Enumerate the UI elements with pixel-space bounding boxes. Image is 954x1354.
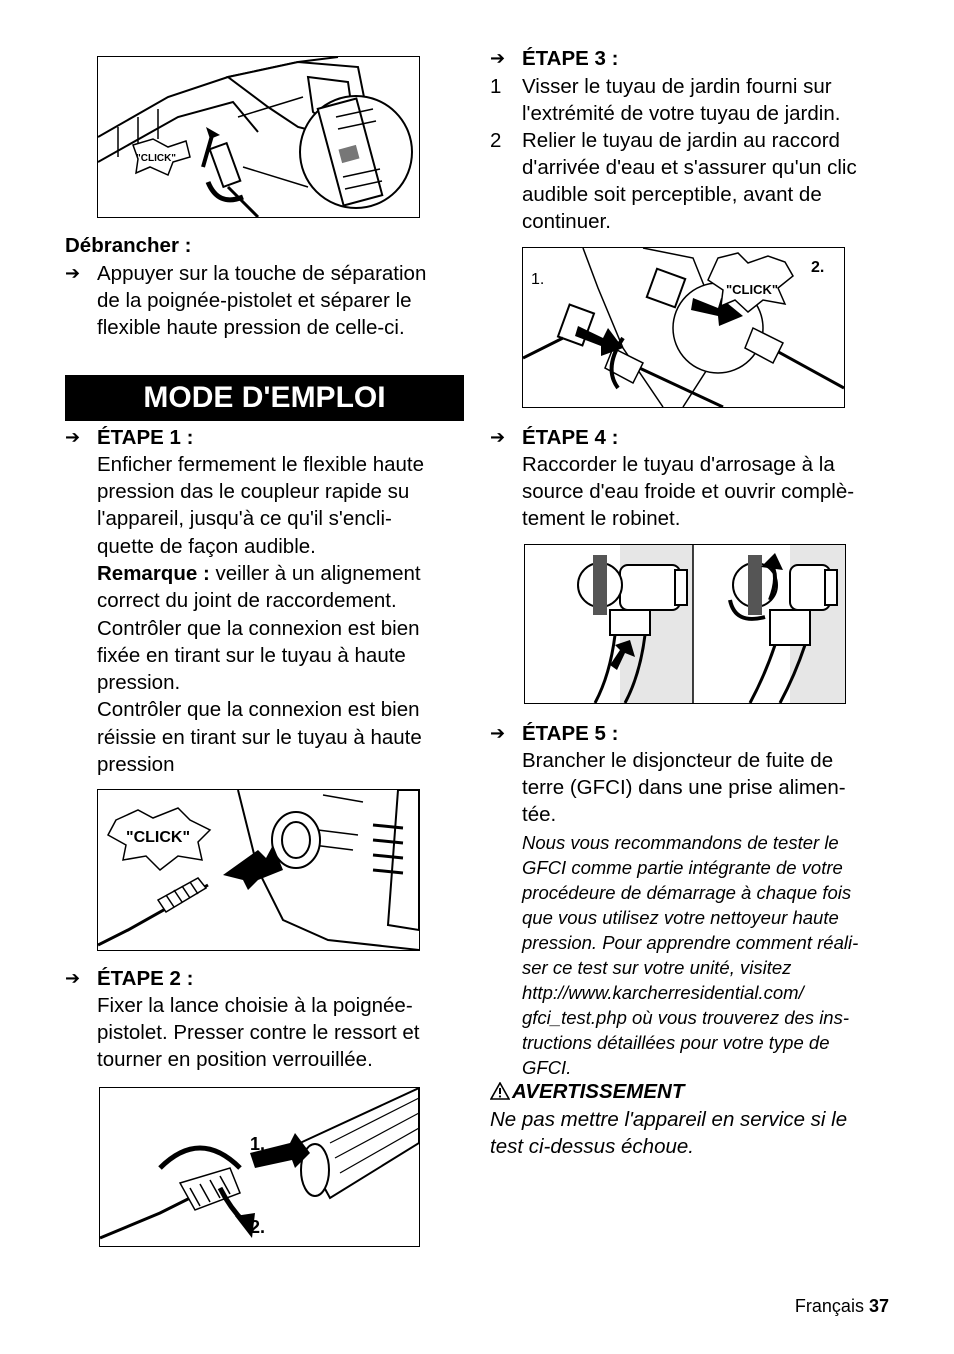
remark-line-5: Contrôler que la connexion est bien: [97, 698, 420, 721]
remark-line-4: pression.: [97, 671, 181, 694]
step5-note-line-1: Nous vous recommandons de tester le: [522, 832, 839, 853]
warning-line-2: test ci-dessus échoue.: [490, 1135, 694, 1158]
remark-line-3: fixée en tirant sur le tuyau à haute: [97, 644, 406, 667]
step4-line-1: Raccorder le tuyau d'arrosage à la: [522, 453, 835, 476]
arrow-bullet-icon: ➔: [490, 427, 506, 447]
step5-note-url-line[interactable]: http://www.karcherresidential.com/: [522, 982, 804, 1003]
step3-item-2-line-1: Relier le tuyau de jardin au raccord: [522, 129, 840, 152]
step1-line-2: pression das le coupleur rapide su: [97, 480, 410, 503]
step5-line-3: tée.: [522, 803, 557, 826]
remark-line-2: Contrôler que la connexion est bien: [97, 617, 420, 640]
figure-garden-hose: [522, 247, 845, 408]
remark-line-1: correct du joint de raccordement.: [97, 589, 397, 612]
step4-line-3: tement le robinet.: [522, 507, 681, 530]
step4-line-2: source d'eau froide et ouvrir complè-: [522, 480, 855, 503]
warning-triangle-icon: [490, 1078, 512, 1105]
fig1-click-label: "CLICK": [136, 153, 177, 164]
warning-line-1: Ne pas mettre l'appareil en service si le: [490, 1108, 848, 1131]
figure-faucet: [524, 544, 846, 704]
step1-title: ÉTAPE 1 :: [97, 426, 194, 449]
step3-item-2-line-3: audible soit perceptible, avant de: [522, 183, 822, 206]
step5-note-line-4: que vous utilisez votre nettoyeur haute: [522, 907, 839, 928]
arrow-bullet-icon: ➔: [65, 427, 81, 447]
arrow-bullet-icon: ➔: [65, 263, 81, 283]
step3-item-1-num: 1: [490, 75, 502, 98]
remark-line-7: pression: [97, 753, 175, 776]
step1-line-3: l'appareil, jusqu'à ce qu'il s'encli-: [97, 507, 392, 530]
step5-note-line-6: ser ce test sur votre unité, visitez: [522, 957, 792, 978]
fig4-label-2: 2.: [811, 259, 825, 276]
remark-line: [97, 560, 421, 587]
step5-note-line-2: GFCI comme partie intégrante de votre: [522, 857, 843, 878]
warning-title: AVERTISSEMENT: [512, 1080, 685, 1103]
step3-item-1-line-1: Visser le tuyau de jardin fourni sur: [522, 75, 832, 98]
step5-note-line-8: gfci_test.php où vous trouverez des ins-: [522, 1007, 850, 1028]
step5-note-line-10: GFCI.: [522, 1057, 572, 1078]
step5-line-1: Brancher le disjoncteur de fuite de: [522, 749, 834, 772]
step5-note-line-3: procédeure de démarrage à chaque fois: [522, 882, 852, 903]
warning-heading: [490, 1078, 684, 1105]
page-number: 37: [868, 1296, 889, 1316]
page-footer: [795, 1296, 889, 1317]
fig4-label-1: 1.: [531, 271, 545, 288]
arrow-bullet-icon: ➔: [490, 723, 506, 743]
step2-line-2: pistolet. Presser contre le ressort et: [97, 1021, 420, 1044]
arrow-bullet-icon: ➔: [490, 48, 506, 68]
figure-lance-attach: [99, 1087, 420, 1247]
step3-item-2-line-4: continuer.: [522, 210, 611, 233]
step3-item-2-num: 2: [490, 129, 502, 152]
step4-title: ÉTAPE 4 :: [522, 426, 619, 449]
step3-title: ÉTAPE 3 :: [522, 47, 619, 70]
step5-note-line-9: tructions détaillées pour votre type de: [522, 1032, 830, 1053]
footer-language: Français: [794, 1296, 864, 1316]
remark-label: Remarque :: [97, 562, 210, 585]
debrancher-line-2: de la poignée-pistolet et séparer le: [97, 289, 412, 312]
figure-gun-hose-connection: [97, 56, 420, 218]
arrow-bullet-icon: ➔: [65, 968, 81, 988]
step5-title: ÉTAPE 5 :: [522, 722, 619, 745]
step2-line-1: Fixer la lance choisie à la poignée-: [97, 994, 413, 1017]
step3-item-2-line-2: d'arrivée d'eau et s'assurer qu'un clic: [522, 156, 857, 179]
step5-line-2: terre (GFCI) dans une prise alimen-: [522, 776, 846, 799]
fig3-label-2: 2.: [250, 1217, 266, 1237]
fig2-click-label: "CLICK": [126, 829, 191, 846]
fig4-click-label: "CLICK": [726, 282, 779, 297]
step3-item-1-line-2: l'extrémité de votre tuyau de jardin.: [522, 102, 841, 125]
step5-note-line-5: pression. Pour apprendre comment réali-: [522, 932, 859, 953]
step1-line-1: Enficher fermement le flexible haute: [97, 453, 425, 476]
fig3-label-1: 1.: [250, 1134, 266, 1154]
debrancher-line-1: Appuyer sur la touche de séparation: [97, 262, 427, 285]
section-title-mode-emploi: MODE D'EMPLOI: [65, 375, 464, 421]
debrancher-title: Débrancher :: [65, 234, 192, 257]
remark-first: veiller à un alignement: [215, 562, 421, 585]
step2-line-3: tourner en position verrouillée.: [97, 1048, 373, 1071]
remark-line-6: réissie en tirant sur le tuyau à haute: [97, 726, 422, 749]
step2-title: ÉTAPE 2 :: [97, 967, 194, 990]
debrancher-line-3: flexible haute pression de celle-ci.: [97, 316, 405, 339]
figure-hose-coupler: [97, 789, 420, 951]
step1-line-4: quette de façon audible.: [97, 535, 316, 558]
